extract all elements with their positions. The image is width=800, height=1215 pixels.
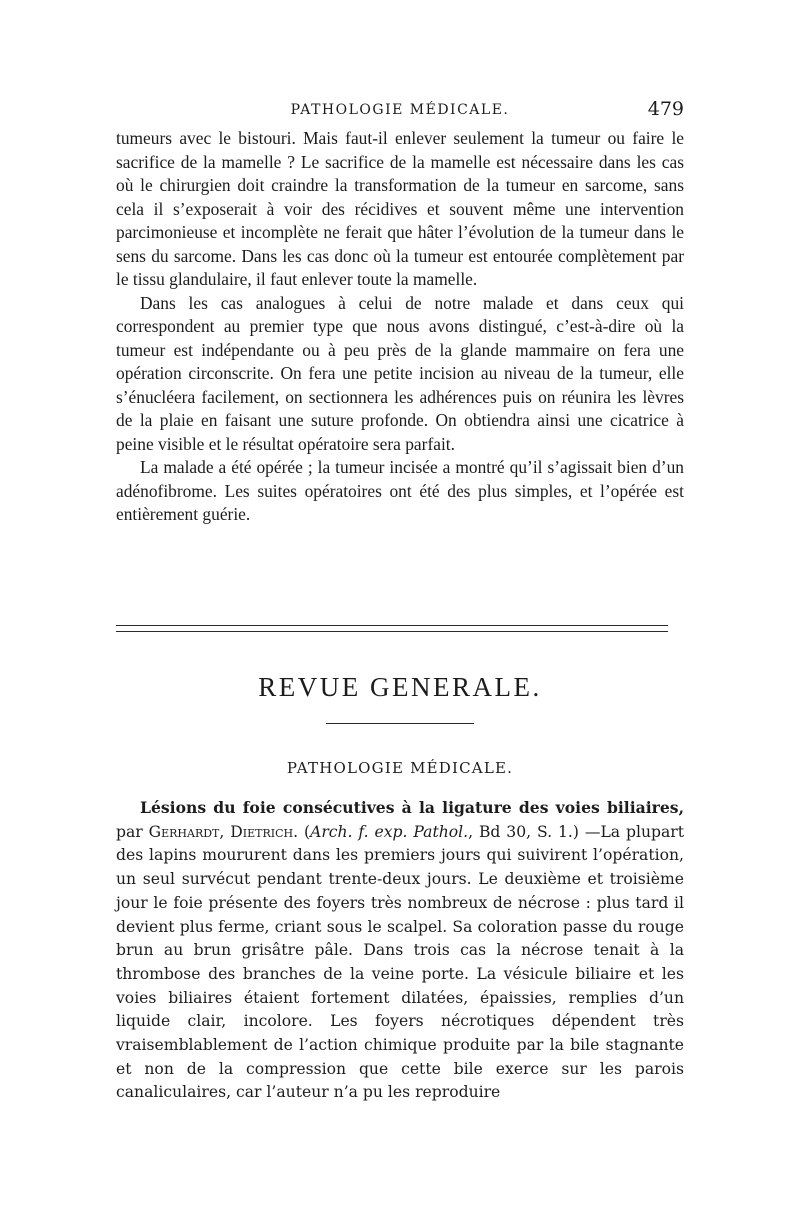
paragraph: La malade a été opérée ; la tumeur incisée a montré qu’il s’agissait bien d’un adénofibrome. Les suites opératoires ont été des plus simples, et l’opérée est entièrement guérie.	[116, 457, 684, 524]
review-ref-rest: , Bd 30, S. 1.) —	[468, 822, 601, 841]
review-by: par	[116, 822, 149, 841]
page-number: 479	[647, 98, 684, 120]
review-title: Lésions du foie consécutives à la ligature des voies biliaires,	[140, 798, 684, 817]
running-head-title: PATHOLOGIE MÉDICALE.	[290, 102, 510, 118]
review-journal: Arch. f. exp. Pathol.	[310, 822, 469, 841]
section-divider-bottom	[116, 631, 668, 632]
paragraph: tumeurs avec le bistouri. Mais faut-il enlever seulement la tumeur ou faire le sacrifice de la mamelle ? Le sacrifice de la mamelle est nécessaire dans les cas où le chirurgien doit craindre la transformation de la tumeur en sarcome, sans cela il s’exposerait à voir des récidives et souvent même une intervention parcimonieuse et incomplète ne ferait que hâter l’évolution de la tumeur dans le sens du sarcome. Dans les cas donc où la tumeur est entourée complètement par le tissu glandulaire, il faut enlever toute la mamelle.	[116, 128, 684, 289]
review-authors: Gerhardt, Dietrich.	[148, 822, 299, 841]
review-ref-open: (	[298, 822, 311, 841]
case-report-text	[116, 127, 684, 527]
review-paragraph	[116, 796, 684, 1105]
title-underline	[326, 723, 474, 724]
section-divider-top	[116, 625, 668, 626]
review-text: La plupart des lapins moururent dans les premiers jours qui suivirent l’opération, un seul survécut pendant trente-deux jours. Le deuxième et troisième jour le foie présente des foyers très nombreux de nécrose : plus tard il devient plus ferme, criant sous le scalpel. Sa coloration passe du rouge brun au brun grisâtre pâle. Dans trois cas la nécrose tenait à la thrombose des branches de la veine porte. La vésicule biliaire et les voies biliaires étaient fortement dilatées, épaissies, remplies d’un liquide clair, incolore. Les foyers nécrotiques dépendent très vraisemblablement de l’action chimique produite par la bile stagnante et non de la compression que cette bile exerce sur les parois canaliculaires, car l’auteur n’a pu les reproduire	[116, 822, 685, 1102]
paragraph: Dans les cas analogues à celui de notre malade et dans ceux qui correspondent au premier type que nous avons distingué, c’est-à-dire où la tumeur est indépendante ou à peu près de la glande mammaire on fera une opération circonscrite. On fera une petite incision au niveau de la tumeur, elle s’énucléera facilement, on sectionnera les adhérences puis on réunira les lèvres de la plaie en faisant une suture profonde. On obtiendra ainsi une cicatrice à peine visible et le résultat opératoire sera parfait.	[116, 292, 684, 454]
subsection-title: PATHOLOGIE MÉDICALE.	[286, 759, 514, 777]
section-title: REVUE GENERALE.	[258, 672, 542, 702]
running-head	[116, 96, 684, 126]
review-entry	[116, 796, 684, 1105]
